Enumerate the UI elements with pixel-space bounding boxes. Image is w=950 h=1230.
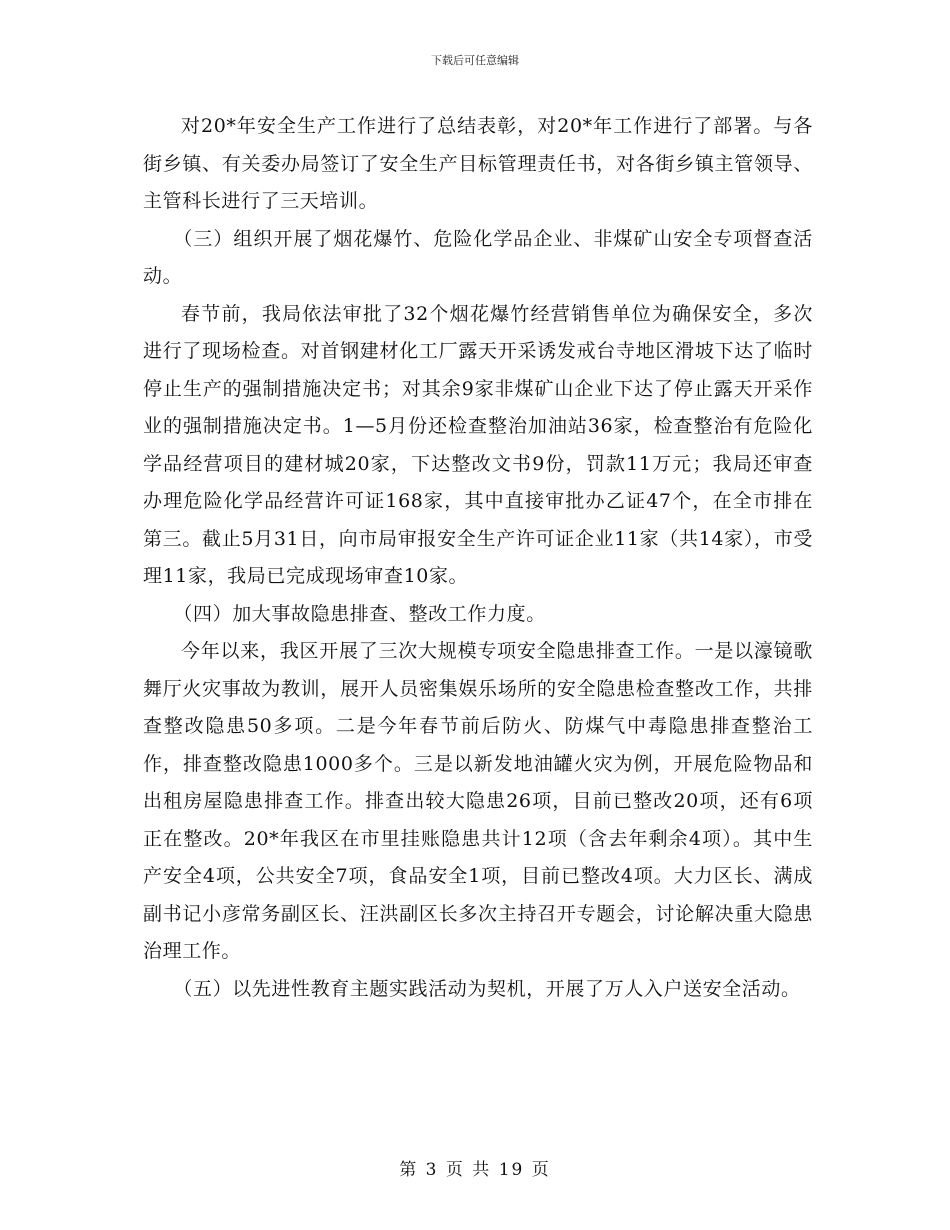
paragraph-summary: 对20*年安全生产工作进行了总结表彰，对20*年工作进行了部署。与各街乡镇、有关委办局签订了安全生产目标管理责任书，对各街乡镇主管领导、主管科长进行了三天培训。 — [143, 115, 813, 212]
section-heading-4: （四）加大事故隐患排查、整改工作力度。 — [173, 602, 546, 625]
paragraph-hazards: 今年以来，我区开展了三次大规模专项安全隐患排查工作。一是以濠镜歌舞厅火灾事故为教训，展开人员密集娱乐场所的安全隐患检查整改工作，共排查整改隐患50多项。二是今年春节前后防火、防煤气中毒隐患排查整治工作，排查整改隐患1000多个。三是以新发地油罐火灾为例，开展危险物品和出租房屋隐患排查工作。排查出较大隐患26项，目前已整改20项，还有6项正在整改。20*年我区在市里挂账隐患共计12项（含去年剩余4项）。其中生产安全4项，公共安全7项，食品安全1项，目前已整改4项。大力区长、满成副书记小彦常务副区长、汪洪副区长多次主持召开专题会，讨论解决重大隐患治理工作。 — [143, 640, 813, 962]
section-heading-5: （五）以先进性教育主题实践活动为契机，开展了万人入户送安全活动。 — [173, 977, 801, 1000]
header-note: 下载后可任意编辑 — [431, 54, 519, 67]
paragraph-inspection: 春节前，我局依法审批了32个烟花爆竹经营销售单位为确保安全，多次进行了现场检查。对首钢建材化工厂露天开采诱发戒台寺地区滑坡下达了临时停止生产的强制措施决定书；对其余9家非煤矿山企业下达了停止露天开采作业的强制措施决定书。1—5月份还检查整治加油站36家，检查整治有危险化学品经营项目的建材城20家，下达整改文书9份，罚款11万元；我局还审查办理危险化学品经营许可证168家，其中直接审批办乙证47个，在全市排在第三。截止5月31日，向市局审报安全生产许可证企业11家（共14家），市受理11家，我局已完成现场审查10家。 — [143, 302, 813, 587]
page-number: 第 3 页 共 19 页 — [399, 1160, 551, 1180]
section-heading-3: （三）组织开展了烟花爆竹、危险化学品企业、非煤矿山安全专项督查活动。 — [143, 227, 813, 287]
document-body — [143, 108, 813, 1008]
